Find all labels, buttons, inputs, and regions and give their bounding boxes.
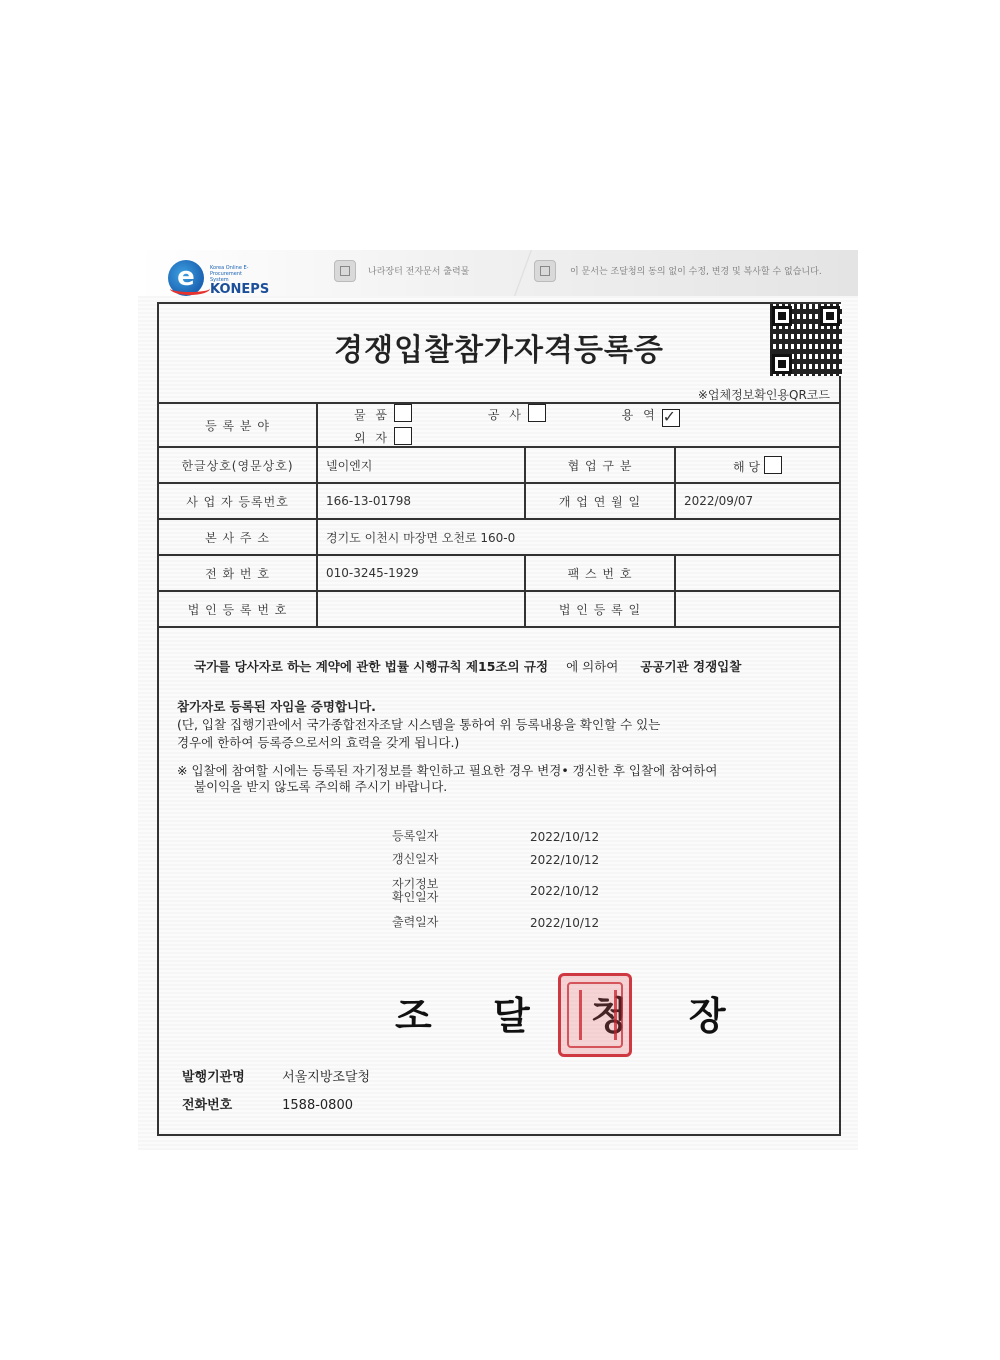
table-row [158,555,840,591]
construction-checkbox[interactable] [528,404,546,422]
option-goods [318,404,448,423]
option-construction-label: 공 사 [487,408,524,422]
open-date-value: 2022/09/07 [675,483,840,519]
option-service-label: 용 역 [621,408,658,422]
renew-date-value: 2022/10/12 [530,853,600,867]
fax-value [675,555,840,591]
selfinfo-date-value: 2022/10/12 [530,884,600,898]
header-item-warning: 이 문서는 조달청의 동의 없이 수정, 변경 및 복사할 수 없습니다. [570,267,822,277]
statement-law: 국가를 당사자로 하는 계약에 관한 법률 시행규칙 제15조의 규정 [194,659,549,674]
footer-phone-value: 1588-0800 [282,1098,353,1113]
reg-date-label: 등록일자 [392,829,439,843]
company-label: 한글상호(영문상호) [158,447,317,483]
statement-by: 에 의하여 [566,659,619,674]
corp-date-value [675,591,840,627]
table-row [158,591,840,627]
statement-line-1 [194,658,741,675]
footer-phone [182,1094,353,1113]
coop-checkbox[interactable] [764,456,782,474]
header-bar [138,250,858,296]
footer-phone-label: 전화번호 [182,1098,233,1113]
logo-subtitle: Korea Online E-Procurement System [210,265,249,283]
reg-date-value: 2022/10/12 [530,830,600,844]
renew-date-label: 갱신일자 [392,852,439,866]
option-service [586,406,716,427]
header-item-print: 나라장터 전자문서 출력물 [368,267,470,277]
notice-line-1: ※ 입찰에 참여할 시에는 등록된 자기정보를 확인하고 필요한 경우 변경• 갱신한 후 입찰에 참여하여 [177,763,718,778]
qr-code-icon [770,304,842,376]
selfinfo-label-2: 확인일자 [392,890,439,904]
company-value: 넬이엔지 [317,447,525,483]
phone-label: 전 화 번 호 [158,555,317,591]
agency-label: 발행기관명 [182,1070,245,1085]
notice-line-2: 불이익을 받지 않도록 주의해 주시기 바랍니다. [194,779,448,794]
table-row [158,519,840,555]
reg-field-options [317,403,840,447]
footer-agency [182,1066,370,1085]
selfinfo-label-1: 자기정보 [392,877,439,891]
logo-swoosh [170,282,210,295]
reg-field-label: 등 록 분 야 [158,403,317,447]
address-label: 본 사 주 소 [158,519,317,555]
bizno-label: 사 업 자 등록번호 [158,483,317,519]
statement-line-2: 참가자로 등록된 자임을 증명합니다. [177,699,376,714]
corp-date-label: 법 인 등 록 일 [525,591,675,627]
option-foreign [318,427,448,446]
selfinfo-date-label [392,878,502,904]
table-row [158,483,840,519]
coop-option-label: 해 당 [733,459,760,474]
foreign-checkbox[interactable] [394,427,412,445]
qr-finder [772,354,792,374]
open-date-label: 개 업 연 월 일 [525,483,675,519]
computer-icon [534,260,556,282]
qr-note: ※업체정보확인용QR코드 [697,388,830,402]
corp-no-label: 법 인 등 록 번 호 [158,591,317,627]
address-value: 경기도 이천시 마장면 오천로 160-0 [317,519,840,555]
statement-line-4: 경우에 한하여 등록증으로서의 효력을 갖게 됩니다.) [177,735,460,750]
goods-checkbox[interactable] [394,404,412,422]
option-goods-label: 물 품 [354,408,390,422]
koneps-logo-icon: e [168,260,204,296]
table-row [158,447,840,483]
agency-value: 서울지방조달청 [282,1070,371,1085]
official-seal-icon [558,973,632,1057]
qr-finder [820,306,840,326]
print-date-value: 2022/10/12 [530,916,600,930]
table-row [158,403,840,447]
coop-cell [675,447,840,483]
qr-finder [772,306,792,326]
fax-label: 팩 스 번 호 [525,555,675,591]
corp-no-value [317,591,525,627]
issuer-name: 조 달 청 장 [395,994,750,1038]
option-foreign-label: 외 자 [354,431,390,445]
page-title: 경쟁입찰참가자격등록증 [334,333,664,368]
statement-category: 공공기관 경쟁입찰 [640,659,742,674]
koneps-logo [168,260,268,300]
phone-value: 010-3245-1929 [317,555,525,591]
service-checkbox[interactable]: ✓ [662,407,680,426]
registration-table [157,402,841,628]
document-icon [334,260,356,282]
print-date-label: 출력일자 [392,915,439,929]
bizno-value: 166-13-01798 [317,483,525,519]
option-construction [452,404,582,423]
statement-line-3: (단, 입찰 집행기관에서 국가종합전자조달 시스템을 통하여 위 등록내용을 확인할 수 있는 [177,717,661,732]
coop-label: 협 업 구 분 [525,447,675,483]
logo-text: KONEPS [210,282,270,297]
